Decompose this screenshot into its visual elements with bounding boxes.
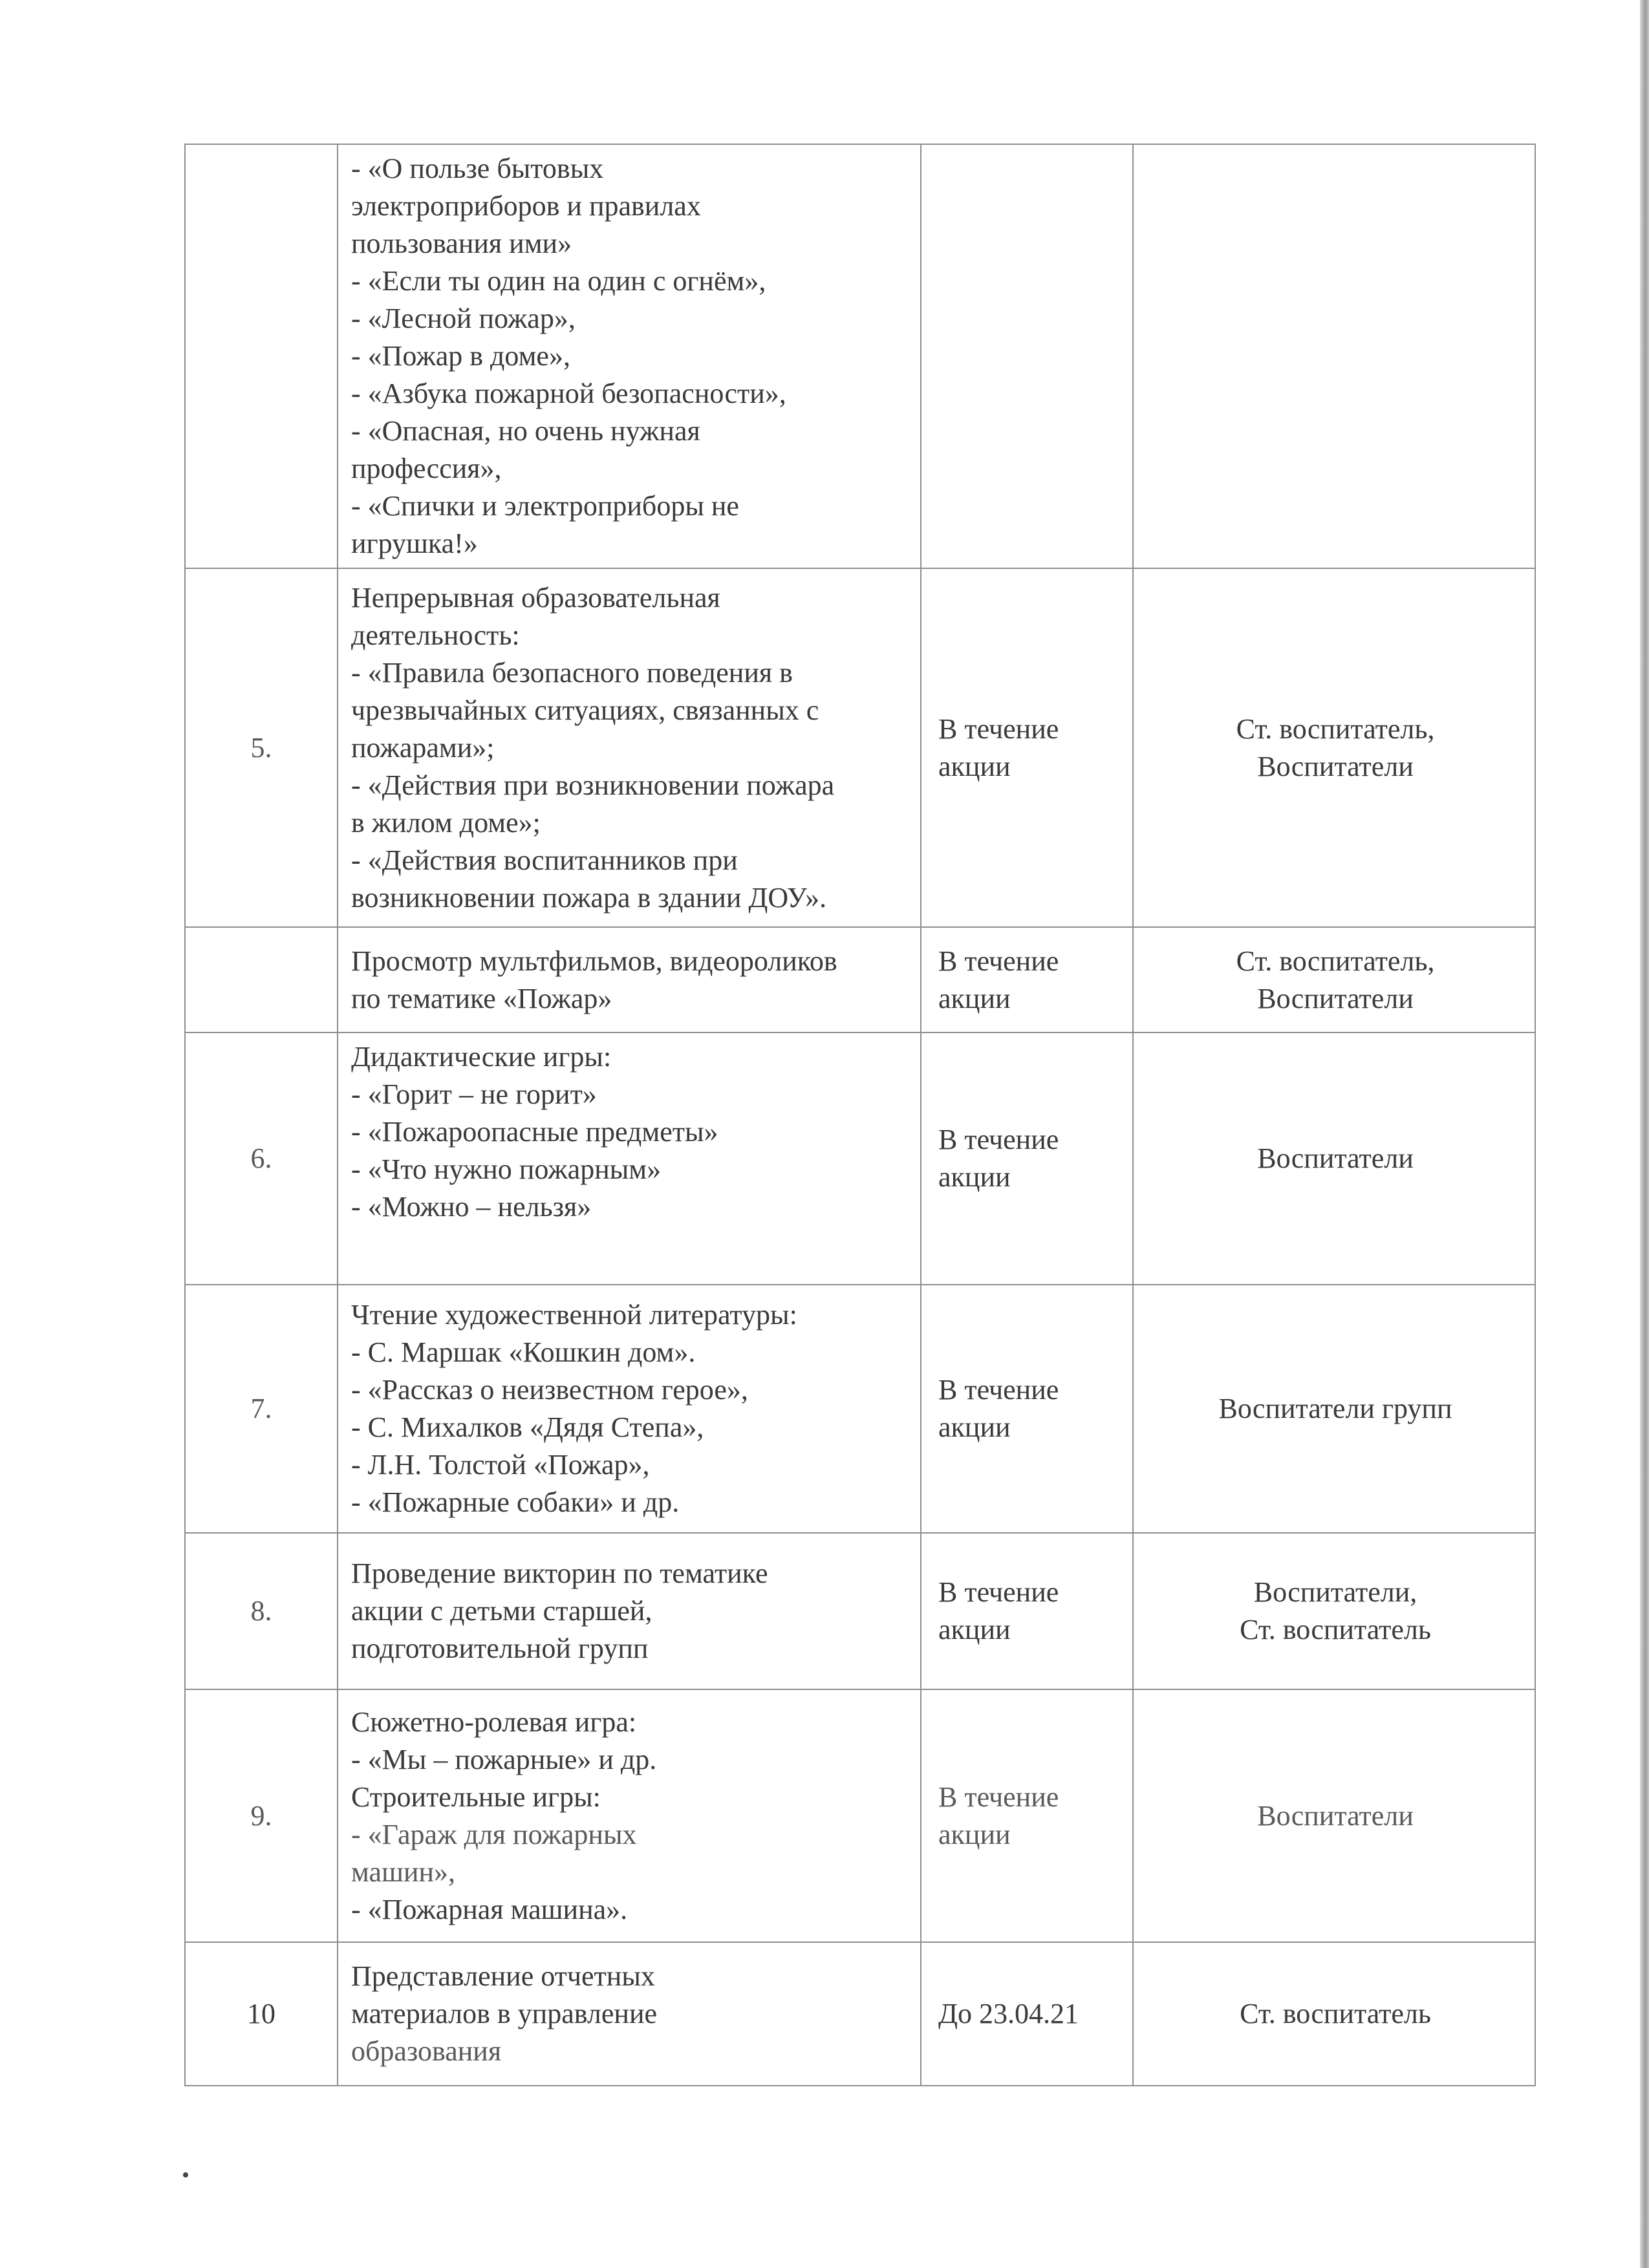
responsible-line: Ст. воспитатель, <box>1236 945 1435 977</box>
responsible-line: Воспитатели <box>1257 1799 1414 1832</box>
row-number <box>185 144 338 568</box>
term-line: В течение <box>938 1781 1059 1813</box>
activity-line: - «Лесной пожар», <box>351 303 576 334</box>
responsible-cell <box>1133 1285 1535 1533</box>
activity-line: Чтение художественной литературы: <box>351 1299 797 1331</box>
table-row <box>185 144 1535 568</box>
activity-line: - С. Михалков «Дядя Степа», <box>351 1411 704 1443</box>
responsible-line: Ст. воспитатель <box>1240 1998 1431 2029</box>
activity-cell <box>338 927 921 1032</box>
responsible-line: Воспитатели групп <box>1218 1393 1452 1424</box>
term-cell <box>921 1689 1133 1942</box>
term-cell <box>921 1032 1133 1285</box>
row-number: 7. <box>185 1285 338 1533</box>
activity-line: подготовительной групп <box>351 1632 649 1664</box>
term-cell <box>921 1942 1133 2086</box>
term-line: акции <box>938 1161 1011 1193</box>
term-cell <box>921 144 1133 568</box>
scan-dot <box>183 2172 188 2177</box>
table-row <box>185 1533 1535 1689</box>
responsible-line: Воспитатели <box>1257 750 1414 782</box>
term-line: В течение <box>938 945 1059 977</box>
activity-line: Представление отчетных <box>351 1960 655 1992</box>
activity-line: - «Правила безопасного поведения в <box>351 656 793 689</box>
table-row <box>185 568 1535 927</box>
term-line: В течение <box>938 1576 1059 1608</box>
activity-line: - «Рассказ о неизвестном герое», <box>351 1374 748 1406</box>
activity-line: Дидактические игры: <box>351 1041 612 1073</box>
responsible-cell <box>1133 144 1535 568</box>
activity-line: пользования ими» <box>351 228 572 259</box>
term-line: акции <box>938 1411 1011 1443</box>
term-cell <box>921 568 1133 927</box>
activity-line: - «Азбука пожарной безопасности», <box>351 378 786 409</box>
responsible-line: Воспитатели, <box>1253 1576 1417 1608</box>
activity-line: в жилом доме»; <box>351 806 541 839</box>
activity-line: - «Можно – нельзя» <box>351 1191 592 1223</box>
activity-line: Сюжетно-ролевая игра: <box>351 1706 637 1738</box>
activity-line: пожарами»; <box>351 731 495 764</box>
activity-line: - «Гараж для пожарных <box>351 1818 637 1850</box>
plan-table <box>184 144 1536 2086</box>
activity-line: образования <box>351 2035 502 2067</box>
activity-line: - «Горит – не горит» <box>351 1078 597 1110</box>
activity-line: Просмотр мультфильмов, видеороликов <box>351 945 837 977</box>
responsible-cell <box>1133 568 1535 927</box>
activity-line: чрезвычайных ситуациях, связанных с <box>351 694 819 726</box>
term-cell <box>921 927 1133 1032</box>
activity-cell <box>338 568 921 927</box>
responsible-line: Ст. воспитатель <box>1240 1614 1431 1645</box>
responsible-cell <box>1133 1942 1535 2086</box>
table-row <box>185 1032 1535 1285</box>
activity-line: Строительные игры: <box>351 1781 601 1813</box>
activity-line: профессия», <box>351 453 502 484</box>
responsible-cell <box>1133 1032 1535 1285</box>
activity-line: материалов в управление <box>351 1998 658 2029</box>
responsible-cell <box>1133 1533 1535 1689</box>
activity-cell <box>338 1942 921 2086</box>
responsible-line: Воспитатели <box>1257 1142 1414 1174</box>
activity-cell <box>338 1533 921 1689</box>
row-number: 5. <box>185 568 338 927</box>
activity-line: игрушка!» <box>351 528 478 559</box>
term-line: акции <box>938 982 1011 1014</box>
activity-line: - «Мы – пожарные» и др. <box>351 1743 657 1775</box>
term-line: До 23.04.21 <box>938 1998 1079 2029</box>
row-number <box>185 927 338 1032</box>
activity-cell <box>338 1689 921 1942</box>
row-number: 6. <box>185 1032 338 1285</box>
activity-line: по тематике «Пожар» <box>351 982 612 1014</box>
activity-line: - «О пользе бытовых <box>351 153 604 184</box>
activity-line: электроприборов и правилах <box>351 190 701 222</box>
row-number: 10 <box>185 1942 338 2086</box>
activity-cell <box>338 144 921 568</box>
term-line: В течение <box>938 712 1059 745</box>
activity-line: деятельность: <box>351 619 520 651</box>
activity-line: - «Опасная, но очень нужная <box>351 415 700 447</box>
table-row <box>185 1942 1535 2086</box>
row-number: 8. <box>185 1533 338 1689</box>
activity-line: акции с детьми старшей, <box>351 1595 652 1627</box>
responsible-line: Ст. воспитатель, <box>1236 712 1435 745</box>
activity-line: - «Действия при возникновении пожара <box>351 769 835 801</box>
term-line: акции <box>938 750 1011 782</box>
responsible-line: Воспитатели <box>1257 982 1414 1014</box>
table-row <box>185 1285 1535 1533</box>
table-row <box>185 927 1535 1032</box>
activity-line: - «Действия воспитанников при <box>351 844 738 876</box>
activity-line: - «Пожар в доме», <box>351 340 570 372</box>
scan-edge <box>1640 0 1649 2268</box>
activity-cell <box>338 1285 921 1533</box>
responsible-cell <box>1133 927 1535 1032</box>
activity-line: - «Если ты один на один с огнём», <box>351 265 766 297</box>
term-line: акции <box>938 1818 1011 1850</box>
term-line: В течение <box>938 1124 1059 1155</box>
activity-line: - «Спички и электроприборы не <box>351 490 739 522</box>
activity-line: Проведение викторин по тематике <box>351 1557 768 1589</box>
activity-line: - «Что нужно пожарным» <box>351 1153 662 1185</box>
activity-line: - С. Маршак «Кошкин дом». <box>351 1336 696 1368</box>
term-cell <box>921 1533 1133 1689</box>
activity-line: возникновении пожара в здании ДОУ». <box>351 881 827 914</box>
activity-cell <box>338 1032 921 1285</box>
responsible-cell <box>1133 1689 1535 1942</box>
row-number: 9. <box>185 1689 338 1942</box>
activity-line: машин», <box>351 1856 456 1888</box>
term-cell <box>921 1285 1133 1533</box>
activity-line: - «Пожарные собаки» и др. <box>351 1486 680 1518</box>
term-line: В течение <box>938 1374 1059 1406</box>
activity-line: - «Пожароопасные предметы» <box>351 1116 718 1148</box>
activity-line: - Л.Н. Толстой «Пожар», <box>351 1449 650 1481</box>
activity-line: - «Пожарная машина». <box>351 1893 628 1925</box>
activity-line: Непрерывная образовательная <box>351 581 720 614</box>
table-row <box>185 1689 1535 1942</box>
term-line: акции <box>938 1614 1011 1645</box>
